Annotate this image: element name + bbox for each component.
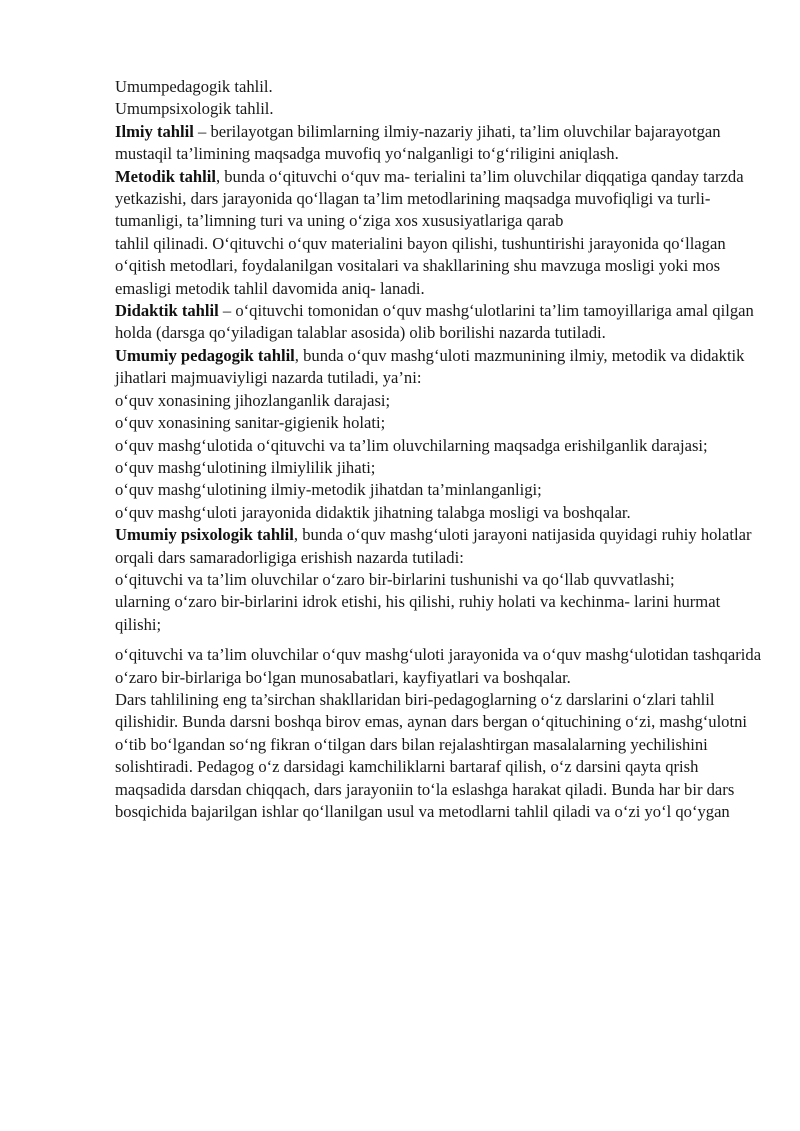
list-line <box>115 591 765 636</box>
term-bold: Metodik tahlil <box>115 166 216 186</box>
list-line <box>115 479 765 501</box>
paragraph-text: o‘qituvchi va ta’lim oluvchilar o‘zaro bir-birlarini tushunishi va qo‘llab quvvatlashi; <box>115 569 675 589</box>
paragraph-text: o‘quv mashg‘ulotining ilmiylilik jihati; <box>115 457 376 477</box>
definition-ilmiy-tahlil <box>115 121 765 166</box>
definition-didaktik-tahlil <box>115 300 765 345</box>
paragraph-text: o‘quv mashg‘ulotining ilmiy-metodik jihatdan ta’minlanganligi; <box>115 480 542 500</box>
paragraph-text: , bunda o‘qituvchi o‘quv ma- terialini ta’lim oluvchilar diqqatiga qanday tarzda yetkazishi, dars jarayonida qo‘llagan ta’lim metodlarining maqsadga muvofiqligi va turli-tumanligi, ta’limning turi va uning o‘ziga xos xususiyatlariga qarab <box>115 166 744 231</box>
paragraph <box>115 233 765 300</box>
paragraph-text: tahlil qilinadi. O‘qituvchi o‘quv materialini bayon qilishi, tushuntirishi jarayonida qo‘llagan o‘qitish metodlari, foydalanilgan vositalari va shakllarining shu mavzuga mosligi yoki mos emasligi metodik tahlil davomida aniq- lanadi. <box>115 233 726 298</box>
list-line <box>115 98 765 120</box>
paragraph-text: Umumpsixologik tahlil. <box>115 99 274 119</box>
paragraph-text: o‘quv xonasining sanitar-gigienik holati; <box>115 413 386 433</box>
term-bold: Umumiy pedagogik tahlil <box>115 345 295 365</box>
paragraph-gap <box>115 636 765 644</box>
term-bold: Ilmiy tahlil <box>115 121 194 141</box>
paragraph-text: , bunda o‘quv mashg‘uloti jarayoni natijasida quyidagi ruhiy holatlar orqali dars samaradorligiga erishish nazarda tutiladi: <box>115 525 752 567</box>
definition-umumiy-pedagogik-tahlil <box>115 345 765 390</box>
paragraph-text: o‘qituvchi va ta’lim oluvchilar o‘quv mashg‘uloti jarayonida va o‘quv mashg‘ulotidan tashqarida o‘zaro bir-birlariga bo‘lgan munosabatlari, kayfiyatlari va boshqalar. <box>115 645 762 687</box>
paragraph-text: , bunda o‘quv mashg‘uloti mazmunining ilmiy, metodik va didaktik jihatlari majmuaviyligi nazarda tutiladi, ya’ni: <box>115 345 745 388</box>
paragraph-text: o‘quv xonasining jihozlanganlik darajasi; <box>115 390 391 410</box>
term-bold: Umumiy psixologik tahlil <box>115 525 294 545</box>
paragraph-text: o‘quv mashg‘uloti jarayonida didaktik jihatning talabga mosligi va boshqalar. <box>115 502 631 522</box>
paragraph-text: ularning o‘zaro bir-birlarini idrok etishi, his qilishi, ruhiy holati va kechinma- larini hurmat qilishi; <box>115 592 721 634</box>
paragraph-text: – berilayotgan bilimlarning ilmiy-nazariy jihati, ta’lim oluvchilar bajarayotgan mustaqil ta’limining maqsadga muvofiq yo‘nalganligi to‘g‘riligini aniqlash. <box>115 121 721 164</box>
list-line <box>115 435 765 457</box>
definition-umumiy-psixologik-tahlil <box>115 524 765 569</box>
list-line <box>115 412 765 434</box>
document-body <box>115 76 765 823</box>
list-line <box>115 390 765 412</box>
definition-metodik-tahlil <box>115 166 765 233</box>
paragraph-text: Dars tahlilining eng ta’sirchan shakllaridan biri-pedagoglarning o‘z darslarini o‘zlari tahlil qilishidir. Bunda darsni boshqa birov emas, aynan dars bergan o‘qituchining o‘zi, mashg‘ulotni o‘tib bo‘lgandan so‘ng fikran o‘tilgan dars bilan rejalashtirgan masalalarning yechilishini solishtiradi. Pedagog o‘z darsidagi kamchiliklarni bartaraf qilish, o‘z darsini qayta qrish maqsadida darsdan chiqqach, dars jarayoniin to‘la eslashga harakat qiladi. Bunda har bir dars bosqichida bajarilgan ishlar qo‘llanilgan usul va metodlarni tahlil qiladi va o‘zi yo‘l qo‘ygan <box>115 689 747 821</box>
list-line <box>115 457 765 479</box>
paragraph-text: – o‘qituvchi tomonidan o‘quv mashg‘ulotlarini ta’lim tamoyillariga amal qilgan holda (darsga qo‘yiladigan talablar asosida) olib borilishi nazarda tutiladi. <box>115 301 754 343</box>
list-line <box>115 502 765 524</box>
paragraph-text: Umumpedagogik tahlil. <box>115 77 273 96</box>
list-line <box>115 569 765 591</box>
list-line <box>115 76 765 98</box>
paragraph-text: o‘quv mashg‘ulotida o‘qituvchi va ta’lim oluvchilarning maqsadga erishilganlik darajasi; <box>115 435 708 455</box>
term-bold: Didaktik tahlil <box>115 301 219 321</box>
list-line <box>115 644 765 689</box>
paragraph-self-analysis <box>115 689 765 823</box>
